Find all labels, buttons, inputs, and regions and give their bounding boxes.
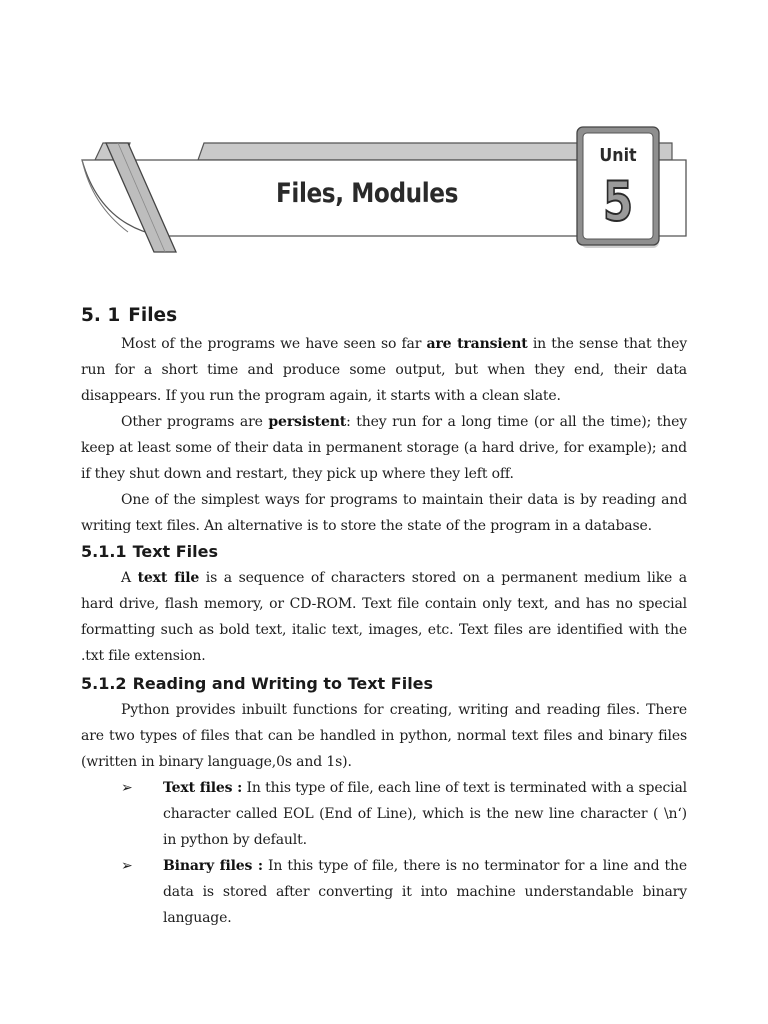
bold-term: text file — [137, 570, 200, 586]
paragraph: Python provides inbuilt functions for creating, writing and reading files. There are two types of files that can be handled in python, normal text files and binary files (written in binary language,0s and 1s). — [81, 702, 687, 770]
bold-term: Binary files : — [163, 858, 263, 874]
section-title: Reading and Writing to Text Files — [132, 674, 434, 693]
section-title: Text Files — [132, 542, 219, 561]
paragraph-text: Most of the programs we have seen so far — [121, 336, 427, 352]
paragraph — [81, 565, 687, 669]
bold-term: Text files : — [163, 780, 243, 796]
paragraph — [81, 409, 687, 487]
paragraph — [81, 331, 687, 409]
arrow-bullet-icon: ➢ — [121, 858, 133, 874]
section-number: 5.1.2 — [81, 674, 127, 693]
bullet-list — [81, 775, 687, 931]
paragraph: One of the simplest ways for programs to maintain their data is by reading and writing text files. An alternative is to store the state of the program in a database. — [81, 492, 687, 534]
section-title: Files — [128, 305, 178, 326]
paragraph-text: in the sense that they run for a short time and produce some output, but when they end, their data disappears. If you run the program again, it starts with a clean slate. — [81, 336, 687, 404]
section-heading-5-1-1 — [81, 539, 687, 565]
chapter-title: Files, Modules — [276, 178, 458, 209]
unit-label: Unit — [599, 145, 637, 166]
bold-term: persistent — [268, 414, 347, 430]
paragraph-text: : they run for a long time (or all the time); they keep at least some of their data in permanent storage (a hard drive, for example); and if they shut down and restart, they pick up where they left off. — [81, 414, 687, 482]
paragraph-text: is a sequence of characters stored on a permanent medium like a hard drive, flash memory, or CD-ROM. Text file contain only text, and has no special formatting such as bold text, italic text, images, etc. Text files are identified with the .txt file extension. — [81, 570, 687, 664]
section-number: 5.1.1 — [81, 542, 127, 561]
chapter-banner — [0, 0, 768, 270]
list-item-text: In this type of file, each line of text is terminated with a special character called EOL (End of Line), which is the new line character ( \n‘) in python by default. — [163, 780, 687, 848]
list-item — [81, 853, 687, 931]
list-item — [81, 775, 687, 853]
bold-term: are transient — [426, 336, 528, 352]
section-heading-5-1 — [81, 301, 687, 331]
arrow-bullet-icon: ➢ — [121, 780, 133, 796]
page-content — [81, 298, 687, 931]
paragraph-text: A — [121, 570, 138, 586]
section-number: 5. 1 — [81, 305, 121, 326]
list-item-text: In this type of file, there is no terminator for a line and the data is stored after converting it into machine understandable binary language. — [163, 858, 687, 926]
unit-number: 5 — [602, 170, 634, 233]
section-heading-5-1-2 — [81, 671, 687, 697]
paragraph-text: Other programs are — [121, 414, 269, 430]
